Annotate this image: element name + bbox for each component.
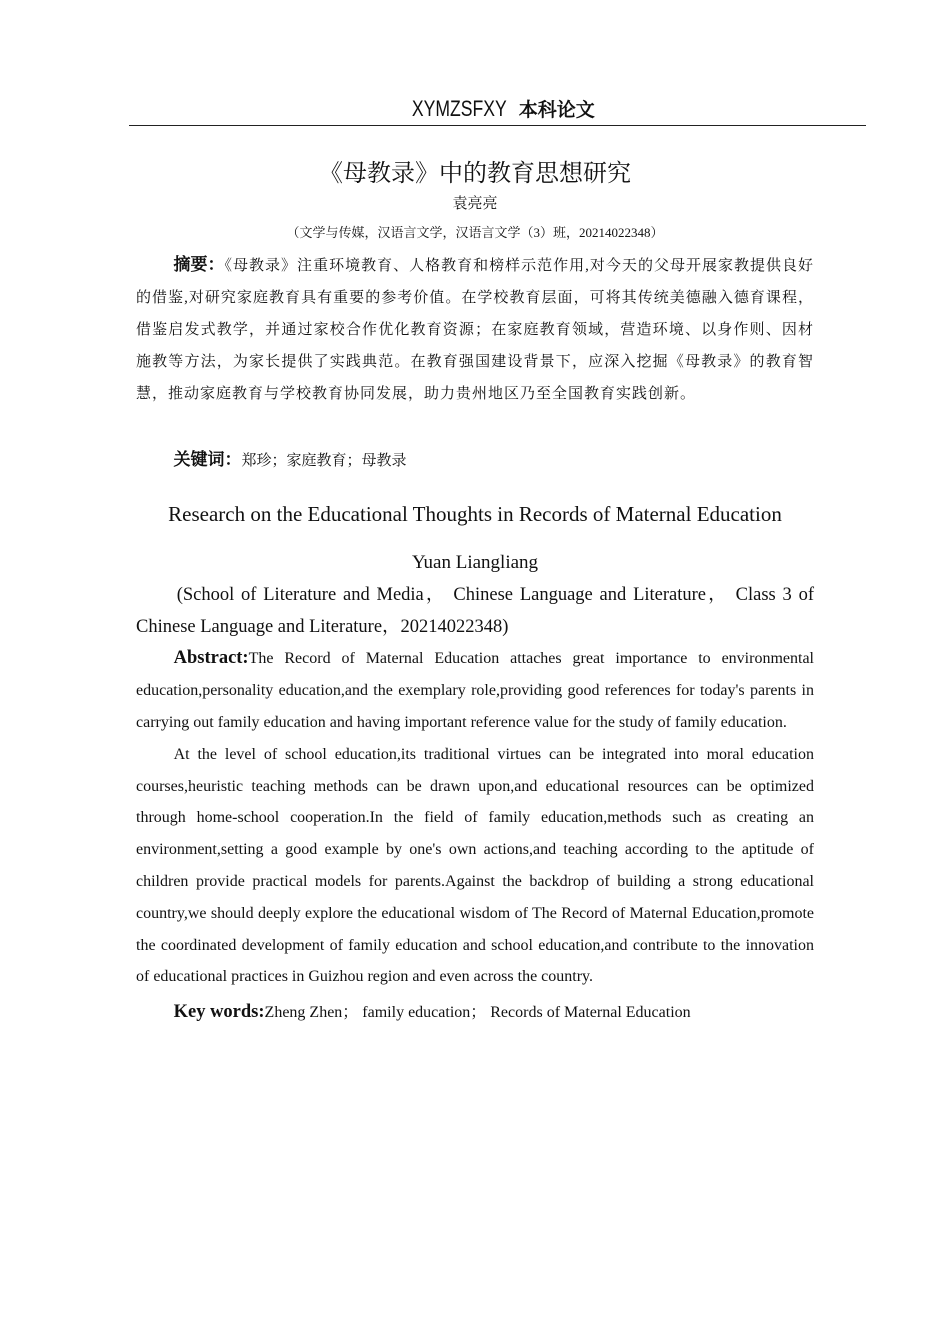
english-keywords-label: Key words: (173, 1002, 265, 1023)
header-chinese: 本科论文 (518, 99, 595, 121)
english-affiliation: (School of Literature and Media， Chinese Language and Literature， Class 3 of Chinese Language and Literature，20214022348) (136, 585, 814, 638)
english-title: Research on the Educational Thoughts in Records of Maternal Education (168, 502, 782, 526)
english-keywords-text: Zheng Zhen； family education； Records of Maternal Education (264, 1004, 691, 1022)
chinese-keywords-label: 关键词： (173, 450, 242, 470)
page-header (129, 94, 866, 126)
chinese-author: 袁亮亮 (452, 196, 498, 212)
chinese-title: 《母教录》中的教育思想研究 (319, 159, 631, 187)
english-abstract-label: Abstract: (173, 648, 249, 669)
chinese-abstract (136, 249, 814, 410)
english-keywords (136, 995, 814, 1030)
chinese-affiliation: （文学与传媒，汉语言文学，汉语言文学（3）班，20214022348） (286, 225, 664, 240)
chinese-keywords (136, 444, 814, 477)
document-body (136, 155, 814, 1030)
english-abstract-paragraph-1 (136, 643, 814, 738)
english-abstract-paragraph-2: At the level of school education,its traditional virtues can be integrated into moral education courses,heuristic teaching methods can be drawn upon,and educational resources can be optimized through home-school cooperation.In the field of family education,methods such as creating an environment,setting a good example by one's own actions,and teaching according to the aptitude of children provide practical models for parents.Against the backdrop of building a strong educational country,we should deeply explore the educational wisdom of The Record of Maternal Education,promote the coordinated development of family education and school education,and contribute to the innovation of educational practices in Guizhou region and even across the country. (136, 745, 814, 986)
header-latin: XYMZSFXY (412, 96, 507, 121)
chinese-abstract-label: 摘要： (173, 255, 225, 275)
english-abstract-text-1: The Record of Maternal Education attaches great importance to environmental education,personality education,and the exemplary role,providing good references for today's parents in carrying out family education and having important reference value for the study of family education. (136, 650, 814, 732)
english-author: Yuan Liangliang (411, 552, 539, 574)
chinese-abstract-text: 《母教录》注重环境教育、人格教育和榜样示范作用,对今天的父母开展家教提供良好的借鉴,对研究家庭教育具有重要的参考价值。在学校教育层面，可将其传统美德融入德育课程，借鉴启发式教学，并通过家校合作优化教育资源；在家庭教育领域，营造环境、以身作则、因材施教等方法，为家长提供了实践典范。在教育强国建设背景下，应深入挖掘《母教录》的教育智慧，推动家庭教育与学校教育协同发展，助力贵州地区乃至全国教育实践创新。 (136, 258, 815, 402)
chinese-keywords-text: 郑珍；家庭教育；母教录 (241, 453, 407, 469)
